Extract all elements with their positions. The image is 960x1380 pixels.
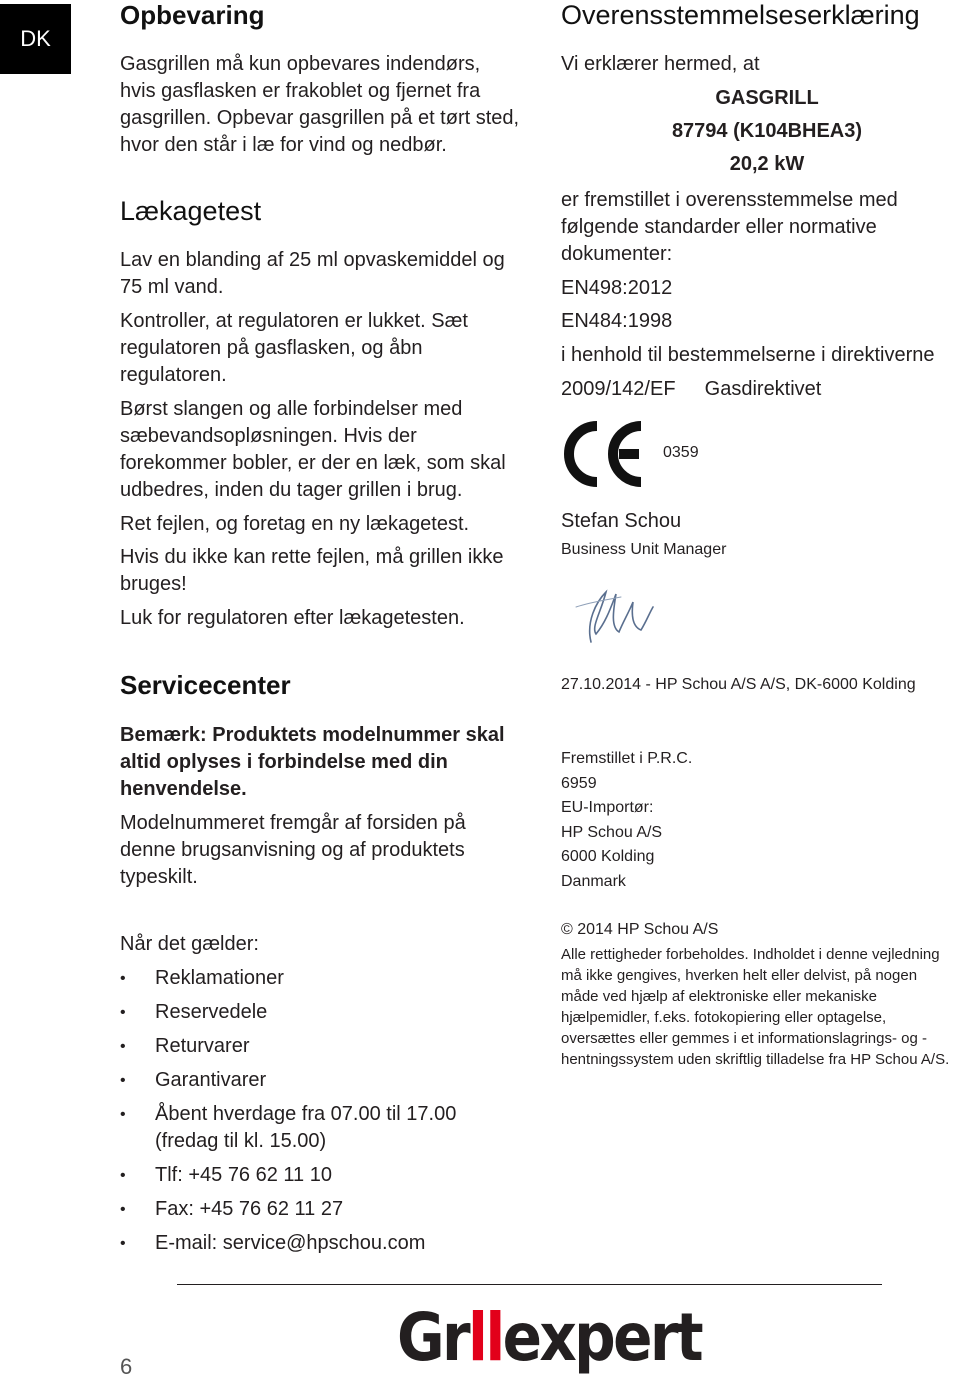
leak-test-p5: Hvis du ikke kan rette fejlen, må grillen ikke bruges! xyxy=(120,546,504,595)
footer-divider xyxy=(177,1284,882,1285)
leak-test-title: Lækagetest xyxy=(120,196,262,226)
signer-name: Stefan Schou xyxy=(561,510,682,532)
directive-code: 2009/142/EF xyxy=(561,378,676,400)
manufacturer-line: 6000 Kolding xyxy=(561,848,655,865)
service-when-label: Når det gælder: xyxy=(120,933,259,955)
ce-mark-icon xyxy=(561,420,645,488)
service-note: Bemærk: Produktets modelnummer skal altid oplyses i forbindelse med din henvendelse. xyxy=(120,724,505,800)
directive-intro: i henhold til bestemmelserne i direktiverne xyxy=(561,344,935,366)
grillexpert-logo: Grllexpert xyxy=(397,1299,701,1376)
leak-test-p6: Luk for regulatoren efter lækagetesten. xyxy=(120,607,465,629)
list-item: • Reklamationer xyxy=(120,965,540,992)
declaration-power: 20,2 kW xyxy=(729,153,805,175)
signer-title: Business Unit Manager xyxy=(561,541,727,558)
signature-image xyxy=(561,572,661,652)
manufacturer-block xyxy=(561,747,956,894)
declaration-intro: Vi erklærer hermed, at xyxy=(561,53,760,75)
storage-text: Gasgrillen må kun opbevares indendørs, hvis gasflasken er frakoblet og fjernet fra gasgrillen. Opbevar gasgrillen på et tørt sted, hvor den står i læ for vind og nedbør. xyxy=(120,53,520,156)
copyright-text: Alle rettigheder forbeholdes. Indholdet i denne vejledning må ikke gengives, hverken helt eller delvist, på nogen måde ved hjælp af elektroniske eller mekaniske hjælpemidler, f.eks. fotokopiering eller optagelse, oversættes eller gemmes i et informationslagrings- og -hentningssystem uden skriftlig tilladelse fra HP Schou A/S. xyxy=(561,945,950,1068)
declaration-date-line: 27.10.2014 - HP Schou A/S A/S, DK-6000 Kolding xyxy=(561,676,916,693)
standard-1: EN498:2012 xyxy=(561,277,673,299)
language-tab: DK xyxy=(0,4,71,74)
list-item: • Reservedele xyxy=(120,999,540,1026)
copyright-block xyxy=(561,918,956,1070)
declaration-text: er fremstillet i overensstemmelse med følgende standarder eller normative dokumenter: xyxy=(561,189,898,265)
list-item: • Fax: +45 76 62 11 27 xyxy=(120,1196,540,1223)
declaration-product-block xyxy=(561,82,960,181)
declaration-title: Overensstemmelseserklæring xyxy=(561,0,920,30)
leak-test-p3: Børst slangen og alle forbindelser med sæbevandsopløsningen. Hvis der forekommer bobler, er der en læk, som skal udbedres, inden du tager grillen i brug. xyxy=(120,398,506,501)
ce-number: 0359 xyxy=(663,444,699,461)
directive-name: Gasdirektivet xyxy=(704,378,822,400)
signer-block xyxy=(561,508,956,563)
standard-2: EN484:1998 xyxy=(561,310,673,332)
list-item: • Tlf: +45 76 62 11 10 xyxy=(120,1162,540,1189)
service-text: Modelnummeret fremgår af forsiden på denne brugsanvisning og af produktets typeskilt. xyxy=(120,812,466,888)
service-title: Servicecenter xyxy=(120,670,291,700)
manufacturer-line: Danmark xyxy=(561,872,626,890)
list-item: • Returvarer xyxy=(120,1033,540,1060)
list-item: • Garantivarer xyxy=(120,1067,540,1094)
manufacturer-line: 6959 xyxy=(561,774,597,792)
list-item: • Åbent hverdage fra 07.00 til 17.00 (fredag til kl. 15.00) xyxy=(120,1101,485,1155)
manufacturer-line: HP Schou A/S xyxy=(561,823,663,841)
declaration-product: GASGRILL xyxy=(715,87,819,109)
storage-title: Opbevaring xyxy=(120,0,265,30)
service-email-link[interactable]: E-mail: service@hpschou.com xyxy=(155,1232,426,1254)
list-item xyxy=(120,1230,540,1257)
leak-test-p4: Ret fejlen, og foretag en ny lækagetest. xyxy=(120,513,470,535)
leak-test-p1: Lav en blanding af 25 ml opvaskemiddel og 75 ml vand. xyxy=(120,249,505,298)
copyright-line: © 2014 HP Schou A/S xyxy=(561,921,719,938)
manufacturer-line: Fremstillet i P.R.C. xyxy=(561,750,693,767)
manufacturer-line: EU-Importør: xyxy=(561,799,654,816)
directive-line xyxy=(561,376,821,403)
service-list xyxy=(120,965,540,1264)
leak-test-p2: Kontroller, at regulatoren er lukket. Sæt regulatoren på gasflasken, og åbn regulatoren. xyxy=(120,310,468,386)
page-number: 6 xyxy=(120,1354,133,1379)
declaration-model: 87794 (K104BHEA3) xyxy=(671,120,863,142)
